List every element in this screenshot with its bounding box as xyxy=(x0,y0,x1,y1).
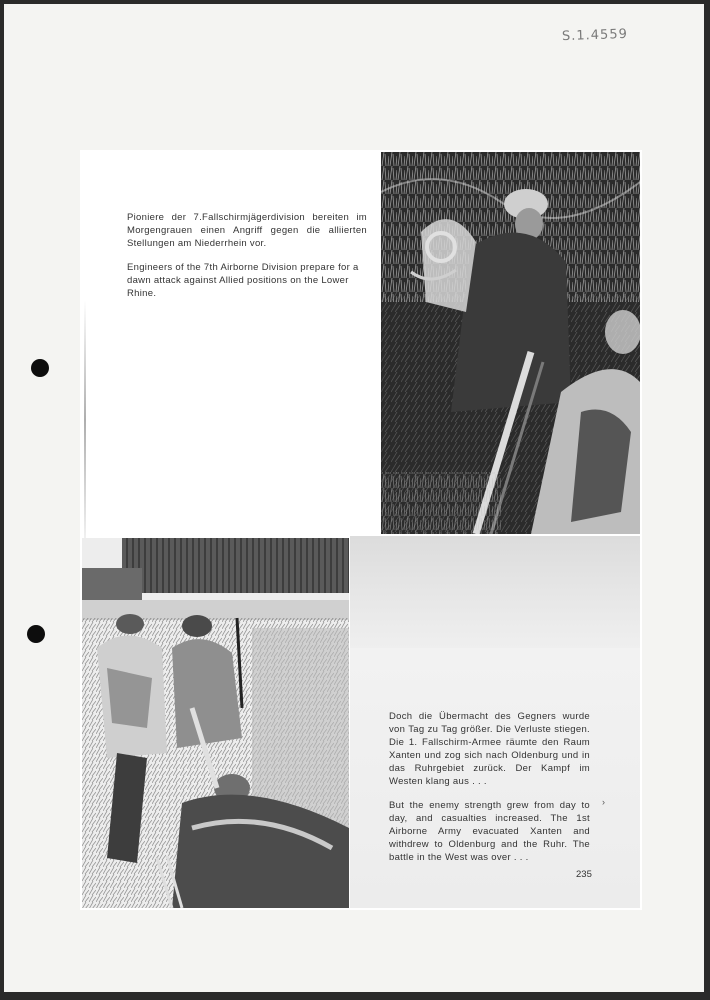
photo-engineers-dawn-attack xyxy=(381,152,640,534)
margin-mark: › xyxy=(602,797,605,807)
copy-toner-band xyxy=(350,536,640,648)
caption-top xyxy=(127,211,367,311)
punch-hole-top xyxy=(31,359,49,377)
caption-bottom xyxy=(389,710,590,875)
caption-top-english: Engineers of the 7th Airborne Division prepare for a dawn attack against Allied positions on the Lower Rhine. xyxy=(127,262,359,299)
caption-bottom-german: Doch die Übermacht des Gegners wurde von Tag zu Tag größer. Die Verluste stiegen. Die 1. Fallschirm-Armee räumte den Raum Xanten und zog sich nach Oldenburg und in das Ruhrgebiet zurück. Der Kampf im Westen klang aus . . . xyxy=(389,711,590,787)
photo-soldiers-with-wounded xyxy=(82,538,349,908)
sheet-edge-shadow xyxy=(84,300,86,540)
photo-engineers-image xyxy=(381,152,640,534)
archive-number: S.1.4559 xyxy=(561,26,629,45)
caption-bottom-english: But the enemy strength grew from day to day, and casualties increased. The 1st Airborne Army evacuated Xanten and withdrew to Oldenburg and the Ruhr. The battle in the West was over . . . xyxy=(389,800,590,863)
punch-hole-bottom xyxy=(27,625,45,643)
page-number: 235 xyxy=(576,869,592,880)
photo-soldiers-image xyxy=(82,538,349,908)
caption-top-german: Pioniere der 7.Fallschirmjägerdivision bereiten im Morgengrauen einen Angriff gegen die alliierten Stellungen am Niederrhein vor. xyxy=(127,212,367,249)
